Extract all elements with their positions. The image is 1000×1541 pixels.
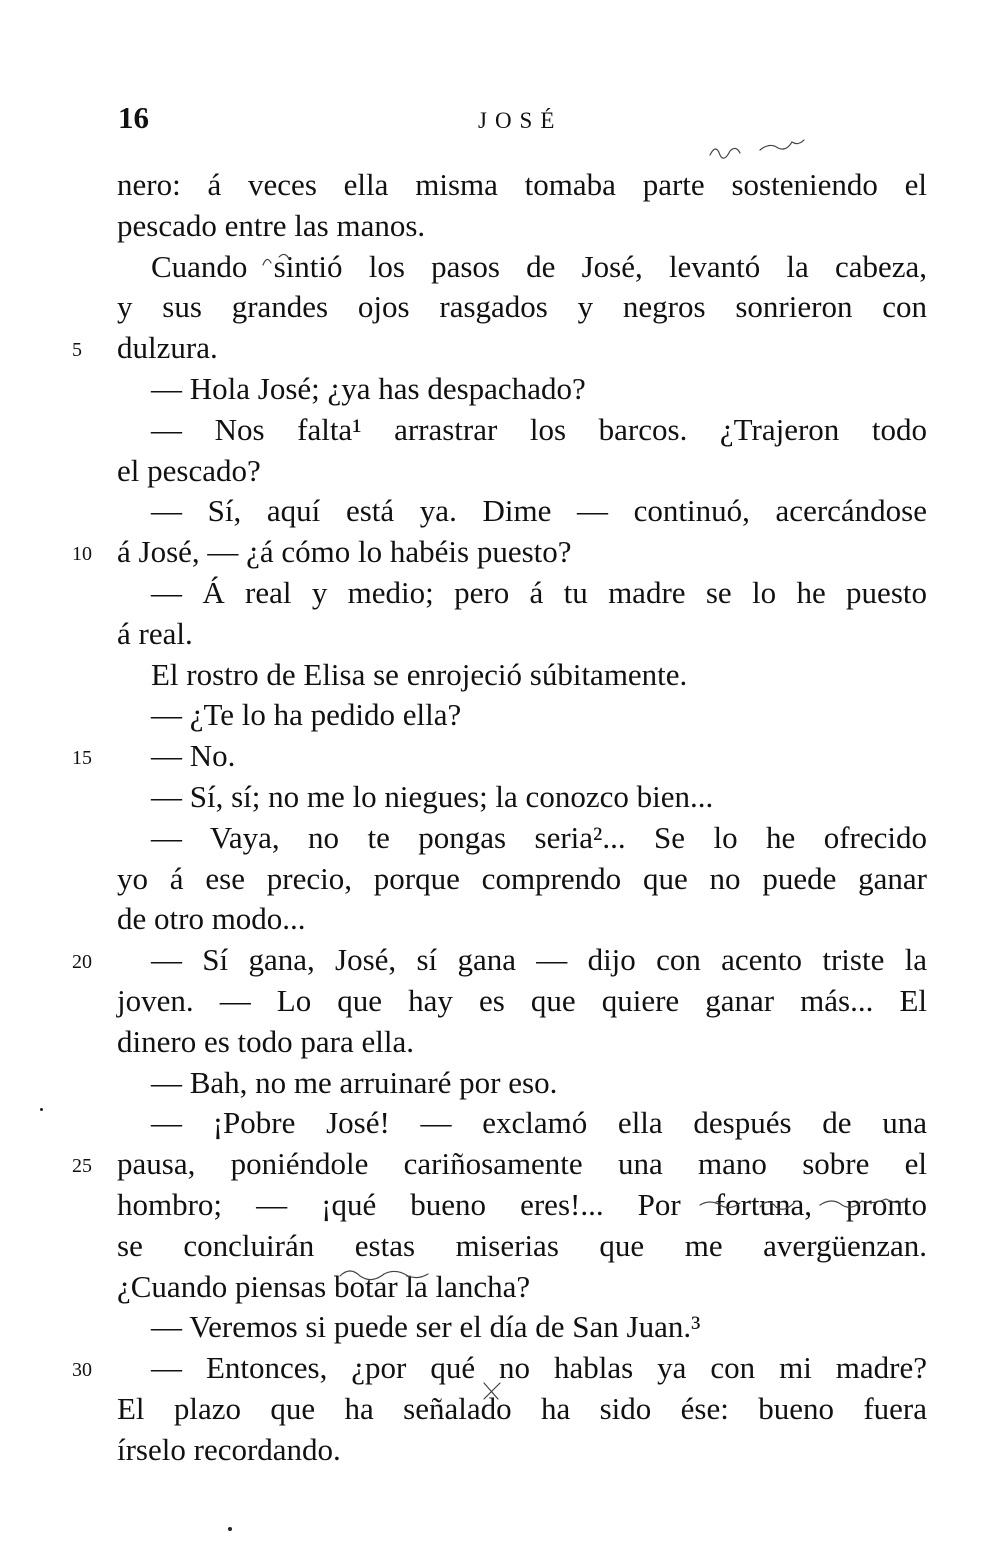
line-text: El rostro de Elisa se enrojeció súbitamente. — [151, 656, 688, 692]
text-line — [117, 1267, 927, 1308]
line-text: se concluirán estas miserias que me avergüenzan. — [117, 1227, 927, 1263]
text-line — [117, 1185, 927, 1226]
line-text: — Veremos si puede ser el día de San Juan.³ — [151, 1309, 701, 1345]
line-text: pausa, poniéndole cariñosamente una mano sobre el — [117, 1146, 927, 1182]
line-text: de otro modo... — [117, 901, 306, 937]
line-text: dulzura. — [117, 330, 218, 366]
text-line — [117, 1226, 927, 1267]
text-line — [117, 491, 927, 532]
line-text: á real. — [117, 615, 193, 651]
text-line — [117, 1063, 927, 1104]
text-line — [72, 736, 927, 777]
line-text: ¿Cuando piensas botar la lancha? — [117, 1268, 531, 1304]
text-line — [117, 859, 927, 900]
text-line — [117, 1103, 927, 1144]
line-text: joven. — Lo que hay es que quiere ganar más... El — [117, 982, 927, 1018]
text-line — [72, 1348, 927, 1389]
text-line — [117, 818, 927, 859]
line-text: — Á real y medio; pero á tu madre se lo he puesto — [151, 574, 927, 610]
line-text: dinero es todo para ella. — [117, 1023, 414, 1059]
line-text: — Sí gana, José, sí gana — dijo con acento triste la — [151, 942, 927, 978]
line-text: El plazo que ha señalado ha sido ése: bueno fuera — [117, 1390, 927, 1426]
text-line — [117, 206, 927, 247]
line-text: — No. — [151, 738, 236, 774]
line-number: 20 — [72, 951, 92, 974]
text-line — [117, 614, 927, 655]
text-line — [117, 410, 927, 451]
line-text: el pescado? — [117, 452, 261, 488]
line-text: yo á ese precio, porque comprendo que no puede ganar — [117, 860, 927, 896]
body-text — [72, 165, 927, 1471]
line-number: 25 — [72, 1155, 92, 1178]
line-text: — Entonces, ¿por qué no hablas ya con mi madre? — [151, 1350, 927, 1386]
text-line — [117, 165, 927, 206]
text-line — [117, 247, 927, 288]
text-line — [117, 1430, 927, 1471]
line-text: — Sí, aquí está ya. Dime — continuó, acercándose — [151, 493, 927, 529]
running-head: JOSÉ — [478, 108, 563, 133]
line-text: nero: á veces ella misma tomaba parte sosteniendo el — [117, 167, 927, 202]
line-number: 10 — [72, 543, 92, 566]
text-line — [117, 655, 927, 696]
page-number: 16 — [118, 100, 149, 135]
line-text: hombro; — ¡qué bueno eres!... Por fortuna, pronto — [117, 1186, 927, 1222]
text-line — [117, 573, 927, 614]
line-text: — Hola José; ¿ya has despachado? — [151, 370, 586, 406]
line-number: 15 — [72, 747, 92, 770]
text-line — [117, 1389, 927, 1430]
line-number: 30 — [72, 1359, 92, 1382]
line-number: 5 — [72, 339, 82, 362]
margin-mark — [228, 1527, 232, 1531]
line-text: — Bah, no me arruinaré por eso. — [151, 1064, 558, 1100]
line-text: á José, — ¿á cómo lo habéis puesto? — [117, 534, 572, 570]
line-text: Cuando sintió los pasos de José, levantó la cabeza, — [151, 248, 927, 284]
line-text: — Vaya, no te pongas seria²... Se lo he ofrecido — [151, 819, 927, 855]
text-line — [72, 328, 927, 369]
text-line — [117, 695, 927, 736]
text-line — [117, 1307, 927, 1348]
text-line — [117, 981, 927, 1022]
text-line — [117, 369, 927, 410]
line-text: — Sí, sí; no me lo niegues; la conozco bien... — [151, 778, 714, 814]
text-line — [117, 451, 927, 492]
text-line — [117, 777, 927, 818]
text-line — [117, 1022, 927, 1063]
page-header — [0, 100, 1000, 144]
text-line — [72, 940, 927, 981]
line-text: pescado entre las manos. — [117, 207, 426, 243]
margin-mark — [40, 1108, 43, 1111]
text-line — [72, 532, 927, 573]
line-text: — ¿Te lo ha pedido ella? — [151, 697, 462, 733]
text-line — [117, 287, 927, 328]
line-text: írselo recordando. — [117, 1431, 341, 1467]
line-text: — Nos falta¹ arrastrar los barcos. ¿Trajeron todo — [151, 411, 927, 447]
text-line — [117, 899, 927, 940]
text-line — [72, 1144, 927, 1185]
line-text: — ¡Pobre José! — exclamó ella después de una — [151, 1105, 927, 1141]
line-text: y sus grandes ojos rasgados y negros sonrieron con — [117, 289, 927, 325]
